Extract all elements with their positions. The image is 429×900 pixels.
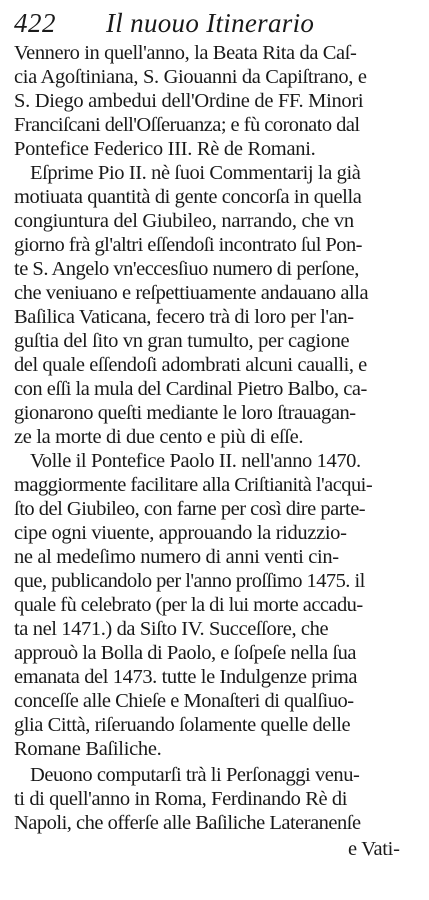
text-line: maggiormente facilitare alla Criſtianità l'acqui- <box>14 474 373 496</box>
text-line: Franciſcani dell'Oſſeruanza; e fù coronato dal <box>14 114 360 136</box>
text-line: giorno frà gl'altri eſſendoſi incontrato ſul Pon- <box>14 234 362 256</box>
running-title: Il nuouo Itinerario <box>106 8 315 38</box>
text-line: ne al medeſimo numero di anni venti cin- <box>14 546 339 568</box>
text-line: che veniuano e reſpettiuamente andauano alla <box>14 282 369 304</box>
text-line: ti di quell'anno in Roma, Ferdinando Rè di <box>14 788 348 810</box>
text-line: guſtia del ſito vn gran tumulto, per cagione <box>14 330 350 352</box>
text-line: emanata del 1473. tutte le Indulgenze prima <box>14 666 358 688</box>
text-line: approuò la Bolla di Paolo, e ſoſpeſe nella ſua <box>14 642 356 664</box>
text-line: ſto del Giubileo, con farne per così dire parte- <box>14 498 366 520</box>
text-line: Volle il Pontefice Paolo II. nell'anno 1470. <box>30 450 361 472</box>
text-line: cia Agoſtiniana, S. Giouanni da Capiſtrano, e <box>14 66 367 88</box>
catchword: e Vati- <box>348 838 400 860</box>
text-line: Napoli, che offerſe alle Baſiliche Lateranenſe <box>14 812 361 834</box>
text-line: te S. Angelo vn'eccesſiuo numero di perſone, <box>14 258 359 280</box>
text-line: Romane Baſiliche. <box>14 738 162 760</box>
text-line: cipe ogni viuente, approuando la riduzzio- <box>14 522 347 544</box>
text-line: Pontefice Federico III. Rè de Romani. <box>14 138 316 160</box>
text-line: Vennero in quell'anno, la Beata Rita da Caſ- <box>14 42 357 64</box>
text-line: glia Città, riſeruando ſolamente quelle delle <box>14 714 351 736</box>
page-number: 422 <box>14 8 56 38</box>
text-line: congiuntura del Giubileo, narrando, che vn <box>14 210 354 232</box>
text-line: que, publicandolo per l'anno proſſimo 1475. il <box>14 570 365 592</box>
text-line: Eſprime Pio II. nè ſuoi Commentarij la già <box>30 162 361 184</box>
text-line: Baſilica Vaticana, fecero trà di loro per l'an- <box>14 306 354 328</box>
text-line: ze la morte di due cento e più di eſſe. <box>14 426 304 448</box>
text-line: gionarono queſti mediante le loro ſtrauagan- <box>14 402 356 424</box>
text-line: conceſſe alle Chieſe e Monaſteri di qualſiuo- <box>14 690 354 712</box>
text-line: quale fù celebrato (per la di lui morte accadu- <box>14 594 363 616</box>
text-line: del quale eſſendoſi adombrati alcuni caualli, e <box>14 354 367 376</box>
text-line: ta nel 1471.) da Siſto IV. Succeſſore, che <box>14 618 329 640</box>
page-header <box>10 8 420 40</box>
text-line: motiuata quantità di gente concorſa in quella <box>14 186 362 208</box>
text-line: con eſſi la mula del Cardinal Pietro Balbo, ca- <box>14 378 367 400</box>
text-line: Deuono computarſi trà li Perſonaggi venu- <box>30 764 360 786</box>
text-line: S. Diego ambedui dell'Ordine de FF. Minori <box>14 90 364 112</box>
